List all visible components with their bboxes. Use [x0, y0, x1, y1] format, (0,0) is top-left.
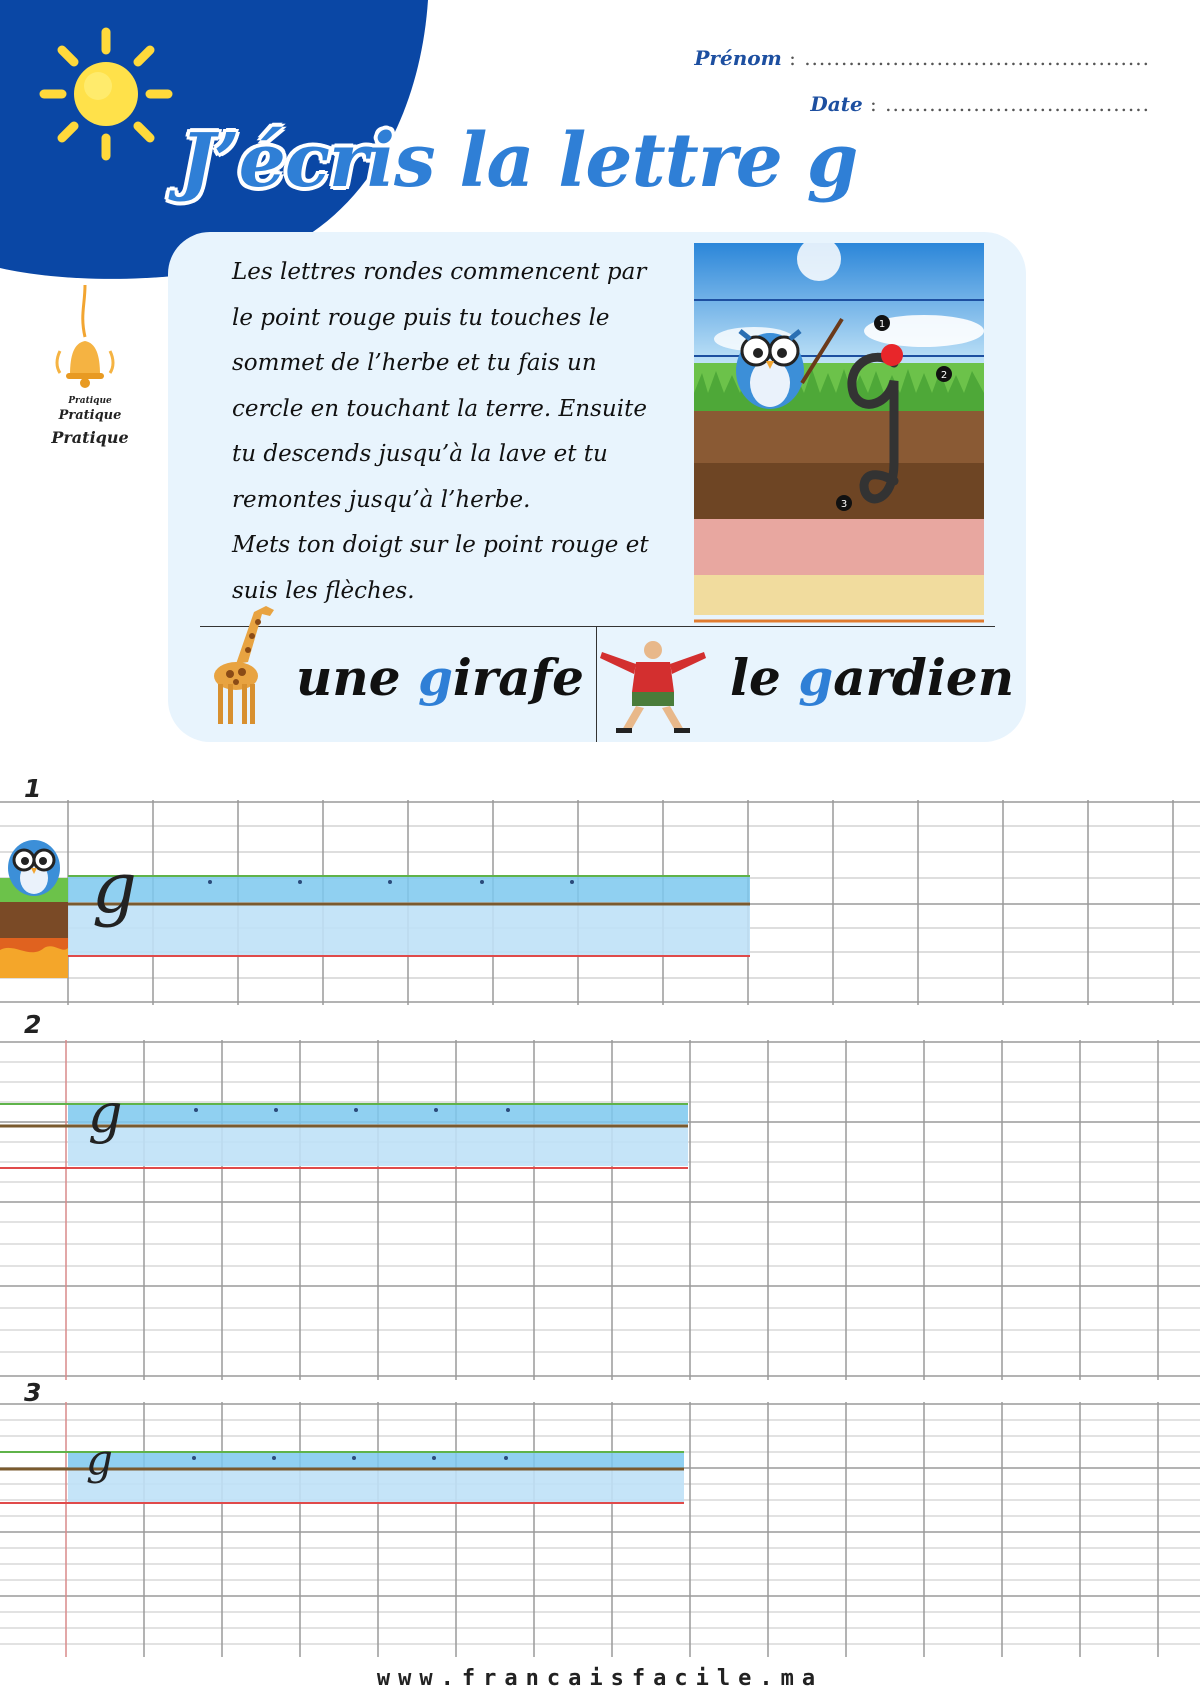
footer-website: www.francaisfacile.ma — [376, 1666, 824, 1691]
guide-band-upper — [68, 1452, 684, 1468]
instruction-line: cercle en touchant la terre. Ensuite — [232, 395, 647, 422]
instruction-line: sommet de l’herbe et tu fais un — [232, 350, 597, 376]
soil-band — [694, 463, 984, 519]
instruction-line: suis les flèches. — [232, 577, 415, 604]
example-word-girafe — [296, 648, 584, 707]
writing-grid-1[interactable] — [0, 800, 1200, 1005]
step-3-text: 3 — [840, 499, 848, 510]
card-divider-horizontal — [200, 626, 995, 627]
instruction-line: tu descends jusqu’à la lave et tu — [232, 441, 608, 467]
date-label: Date — [810, 92, 863, 116]
example-word-prefix: une — [296, 648, 418, 707]
guide-band-lower — [68, 1124, 688, 1166]
step-2-text: 2 — [940, 370, 948, 381]
bell-icon — [52, 285, 118, 395]
goalkeeper-icon — [598, 638, 708, 734]
start-point — [881, 344, 903, 366]
prenom-label: Prénom — [694, 46, 782, 70]
guide-band-upper — [68, 1104, 688, 1124]
sun-icon — [36, 24, 176, 164]
prenom-dots: : ............................................... — [781, 46, 1150, 70]
example-word-highlight: g — [417, 648, 453, 707]
section-number-1: 1 — [24, 774, 42, 803]
step-1-text: 1 — [878, 319, 886, 330]
instruction-line: Mets ton doigt sur le point rouge et — [232, 532, 649, 558]
section-number-2: 2 — [24, 1010, 42, 1039]
example-word-gardien — [730, 648, 1014, 707]
guide-band-lower — [68, 1468, 684, 1502]
letter-tracing-diagram — [694, 243, 984, 627]
instruction-line: remontes jusqu’à l’herbe. — [232, 486, 531, 513]
example-word-prefix: le — [730, 648, 799, 707]
model-letter: g — [92, 847, 137, 929]
model-letter: g — [86, 1435, 113, 1484]
pratique-label-medium: Pratique — [58, 408, 122, 423]
example-word-suffix: irafe — [452, 648, 584, 707]
date-dots: : .................................... — [862, 92, 1150, 116]
writing-grid-3[interactable] — [0, 1402, 1200, 1657]
example-word-suffix: ardien — [833, 648, 1015, 707]
giraffe-icon — [208, 600, 278, 730]
sand-band — [694, 575, 984, 615]
guide-band-lower — [68, 902, 750, 956]
earth-band — [694, 411, 984, 463]
owl-mascot-icon — [0, 838, 68, 978]
instruction-text — [232, 250, 687, 614]
prenom-field[interactable] — [694, 46, 1150, 70]
example-word-highlight: g — [798, 648, 834, 707]
guide-band-upper — [68, 876, 750, 902]
pratique-label-large: Pratique — [51, 428, 129, 447]
page-title: J’écris la lettre g — [180, 118, 858, 204]
instruction-line: Les lettres rondes commencent par — [232, 259, 647, 285]
instruction-line: le point rouge puis tu touches le — [232, 304, 610, 331]
date-field[interactable] — [810, 92, 1150, 116]
card-divider-vertical — [596, 626, 597, 742]
writing-grid-2[interactable] — [0, 1040, 1200, 1380]
pratique-label-small: Pratique — [68, 396, 112, 406]
lava-band — [694, 519, 984, 575]
section-number-3: 3 — [24, 1378, 42, 1407]
model-letter: g — [88, 1082, 123, 1145]
